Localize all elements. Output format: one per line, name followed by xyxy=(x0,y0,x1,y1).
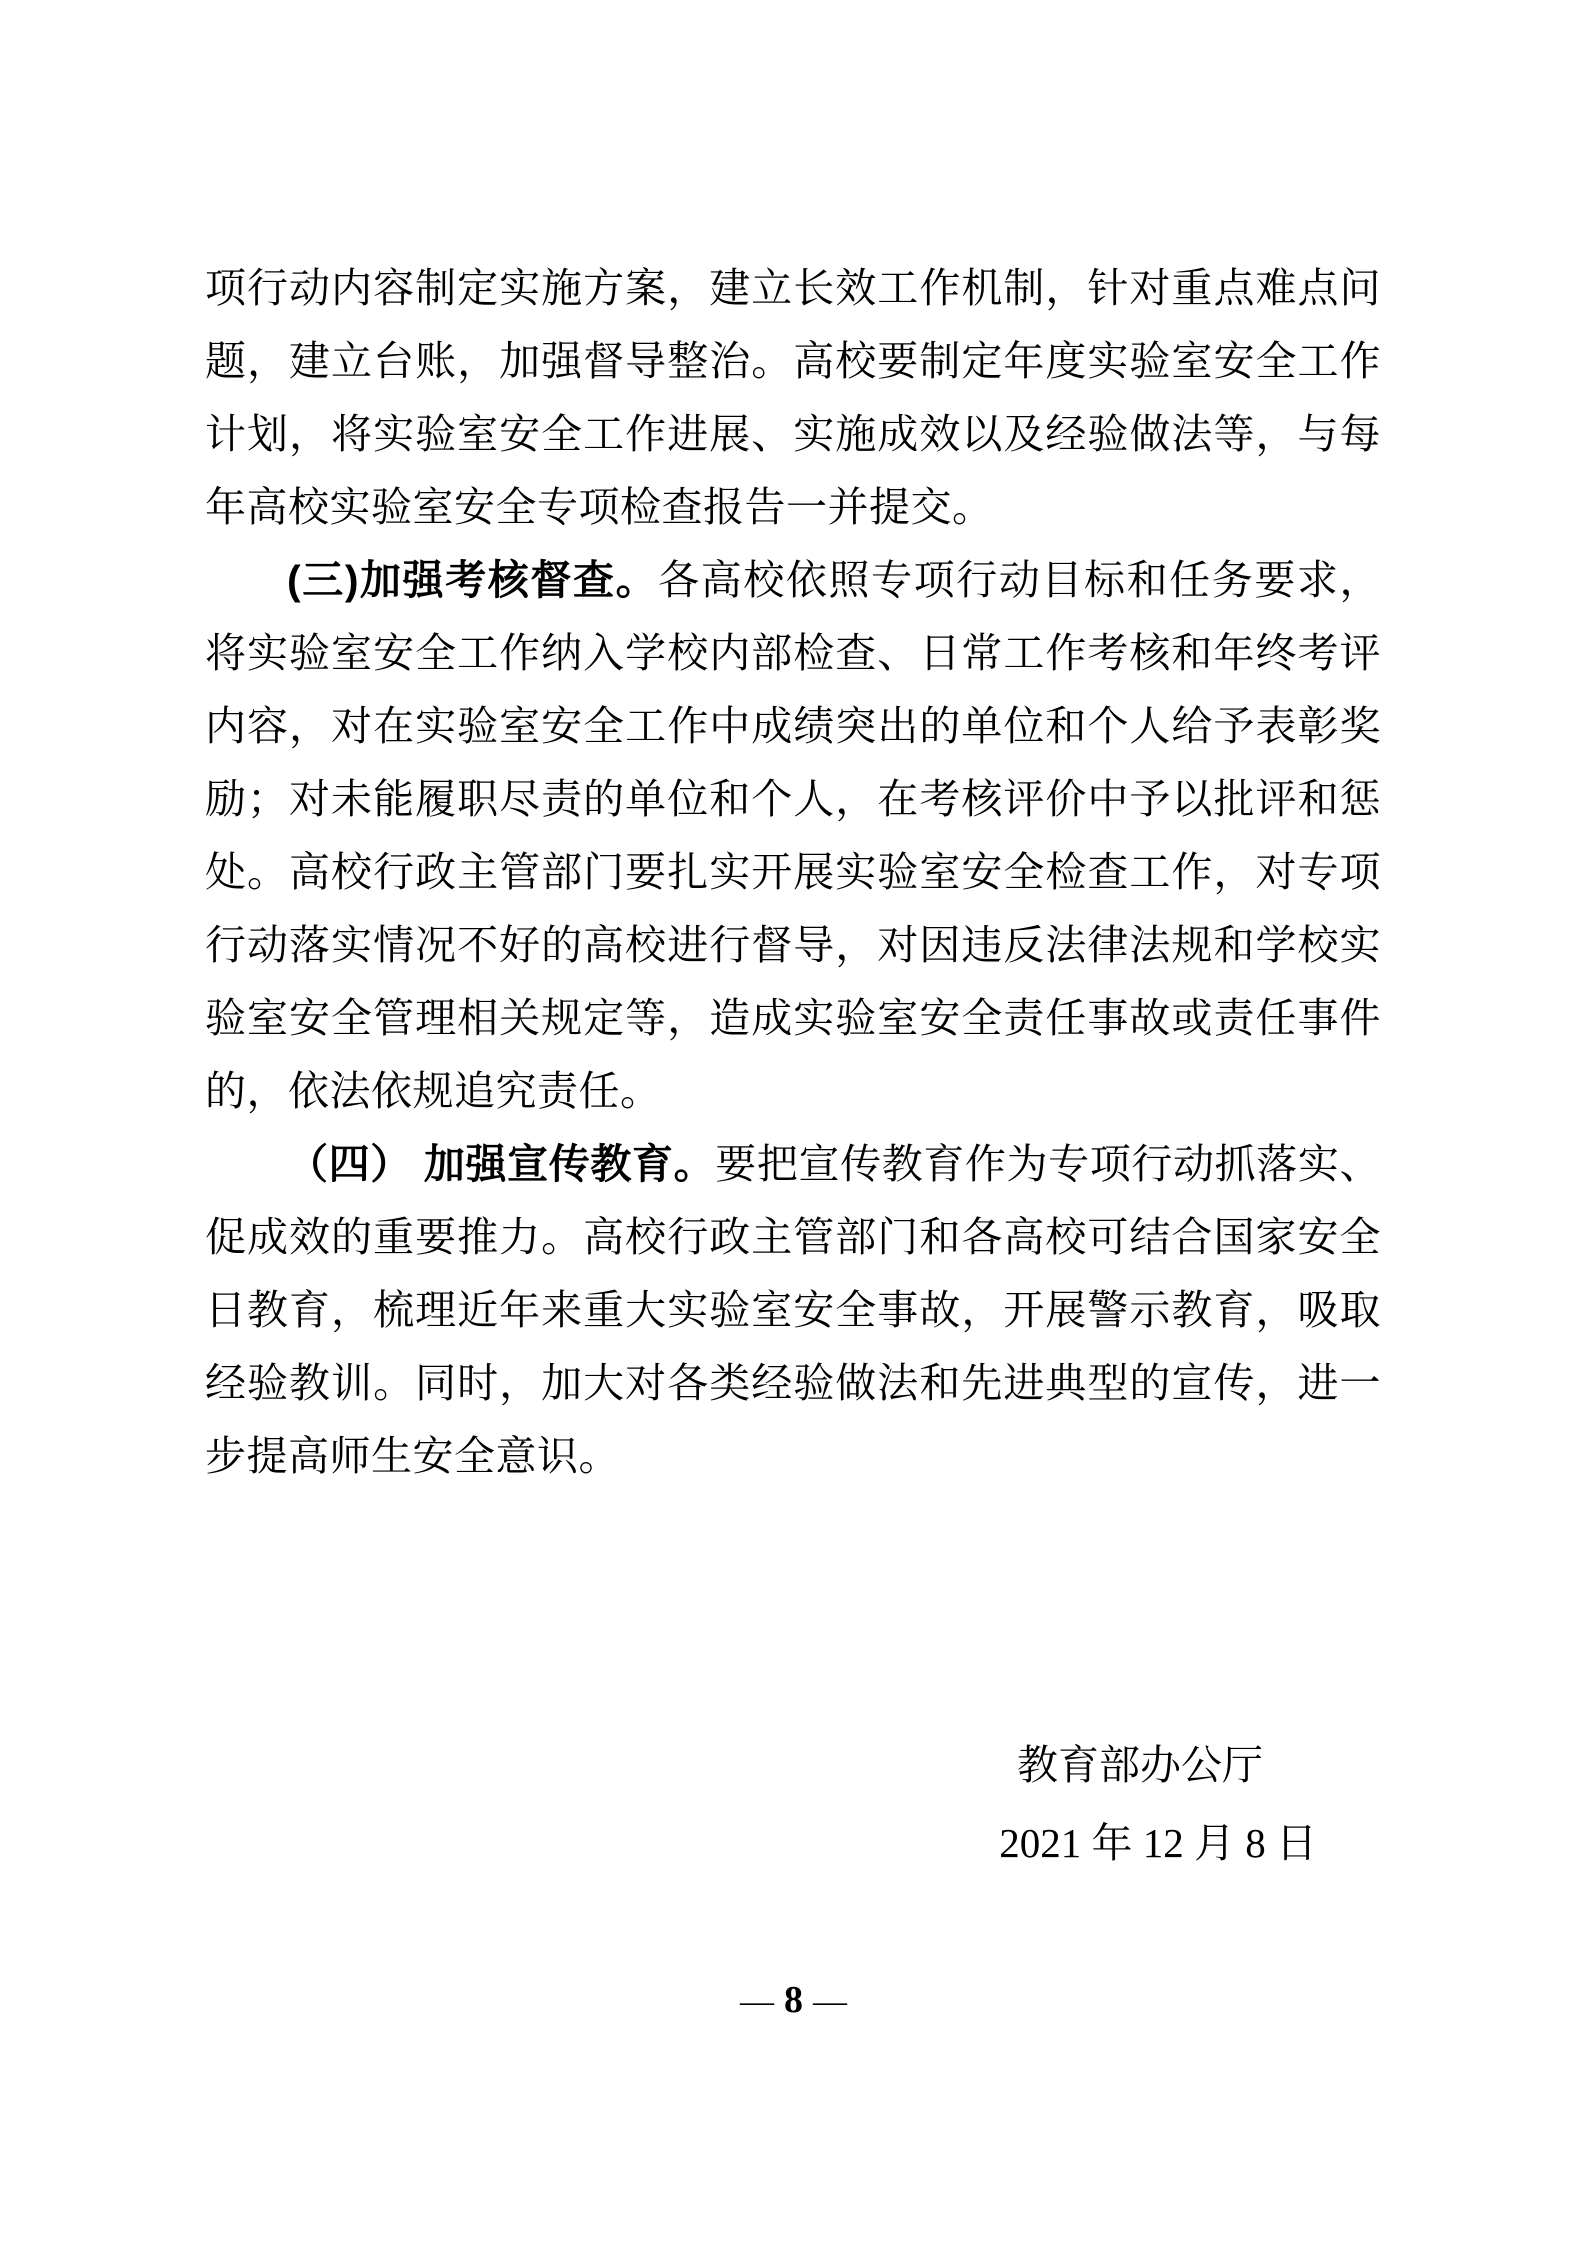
signature-block xyxy=(205,1726,1381,1882)
section-3-text: 各高校依照专项行动目标和任务要求，将实验室安全工作纳入学校内部检查、日常工作考核和年终考评内容，对在实验室安全工作中成绩突出的单位和个人给予表彰奖励；对未能履职尽责的单位和个人，在考核评价中予以批评和惩处。高校行政主管部门要扎实开展实验室安全检查工作，对专项行动落实情况不好的高校进行督导，对因违反法律法规和学校实验室安全管理相关规定等，造成实验室安全责任事故或责任事件的，依法依规追究责任。 xyxy=(205,557,1382,1114)
footer-right-dash: — xyxy=(813,1983,847,2020)
document-body xyxy=(205,252,1381,1493)
section-3-heading: (三)加强考核督查。 xyxy=(287,557,659,603)
signature-date: 2021 年 12 月 8 日 xyxy=(999,1820,1317,1866)
section-4-heading: （四） 加强宣传教育。 xyxy=(287,1141,716,1187)
section-4-text: 要把宣传教育作为专项行动抓落实、促成效的重要推力。高校行政主管部门和各高校可结合国家安全日教育，梳理近年来重大实验室安全事故，开展警示教育，吸取经验教训。同时，加大对各类经验做法和先进典型的宣传，进一步提高师生安全意识。 xyxy=(205,1141,1382,1479)
page-number: 8 xyxy=(784,1979,803,2021)
paragraph-section-4 xyxy=(205,1128,1381,1493)
paragraph-continuation: 项行动内容制定实施方案，建立长效工作机制，针对重点难点问题，建立台账，加强督导整治。高校要制定年度实验室安全工作计划，将实验室安全工作进展、实施成效以及经验做法等，与每年高校实验室安全专项检查报告一并提交。 xyxy=(205,265,1381,530)
page-footer xyxy=(0,1974,1587,2028)
paragraph-section-3 xyxy=(205,544,1381,1128)
footer-left-dash: — xyxy=(740,1983,774,2020)
signature-organization: 教育部办公厅 xyxy=(1017,1742,1263,1788)
